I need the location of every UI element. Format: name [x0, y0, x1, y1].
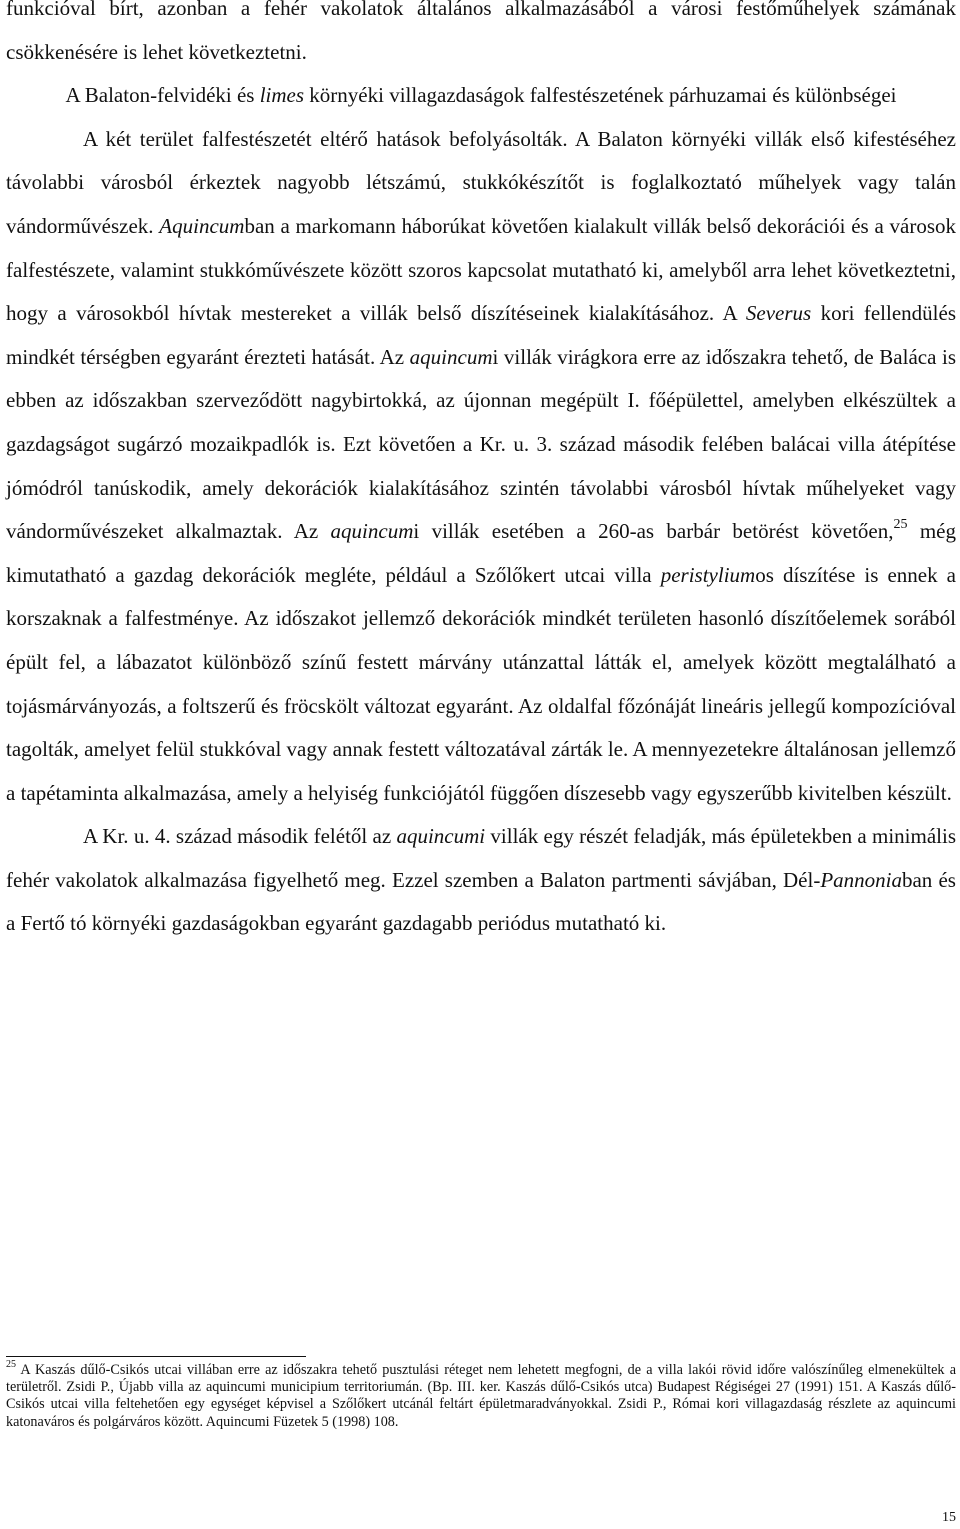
heading-text-1: A Balaton-felvidéki és	[65, 83, 260, 108]
paragraph-final	[6, 815, 956, 946]
footnote	[6, 1359, 956, 1431]
footnote-text: A Kaszás dűlő-Csikós utcai villában erre az időszakra tehető pusztulási réteget nem lehetett megfogni, de a villa lakói rövid időre valószínűleg elmenekültek a területről. Zsidi P., Újabb villa az aquincumi municipium territoriumán. (Bp. III. ker. Kaszás dűlő-Csikós utca) Budapest Régiségei 27 (1991) 151. A Kaszás dűlő-Csikós utcai villa feltehetően egy egységet képvisel a Szőlőkert utcánál feltárt épületmaradványokkal. Zsidi P., Római kori villagazdaság részlete az aquincumi katonaváros és polgárváros között. Aquincumi Füzetek 5 (1998) 108.	[6, 1362, 956, 1430]
para3-italic-pannonia: Pannonia	[820, 867, 902, 892]
heading-italic-limes: limes	[259, 83, 305, 108]
para2-text-3: kori fellendülés mindkét térségben egyaránt érezteti hatását. Az	[6, 301, 956, 369]
para2-italic-aquincum-3: aquincum	[330, 519, 414, 544]
footnote-number: 25	[6, 1359, 16, 1371]
para3-text-1: A Kr. u. 4. század második felétől az	[83, 824, 397, 849]
paragraph-continuation: funkcióval bírt, azonban a fehér vakolatok általános alkalmazásából a városi festőműhelyek számának csökkenésére is lehet következtetni.	[6, 0, 956, 64]
footnote-reference[interactable]: 25	[893, 517, 908, 533]
document-page	[6, 0, 956, 946]
para3-text-3: ban és a Fertő tó környéki gazdaságokban egyaránt gazdagabb periódus mutatható ki.	[6, 867, 956, 936]
para2-text-7: os díszítése is ennek a korszaknak a falfestménye. Az időszakot jellemző dekorációk mindkét területen hasonló díszítőelemek sorából épült fel, a lábazatot különböző színű festett márvány utánzattal látták el, amelyek között megtalálható a tojásmárványozás, a foltszerű és fröcskölt változat egyaránt. Az oldalfal főzónáját lineáris jellegű kompozícióval tagolták, amelyet felül stukkóval vagy annak festett változatával zárták le. A mennyezetekre általánosan jellemző a tapétaminta alkalmazása, amely a helyiség funkciójától függően díszesebb vagy egyszerűbb kivitelben készült.	[6, 562, 956, 805]
para2-text-6: még kimutatható a gazdag dekorációk megléte, például a Szőlőkert utcai villa	[6, 519, 956, 587]
page-number: 15	[942, 1510, 956, 1525]
para2-text-2: ban a markomann háborúkat követően kialakult villák belső dekorációi és a városok falfestészete, valamint stukkóművészete között szoros kapcsolat mutatható ki, amelyből arra lehet következtetni, hogy a városokból hívtak mestereket a villák belső díszítéseinek kialakításához. A	[6, 213, 956, 326]
para3-text-2: villák egy részét feladják, más épületekben a minimális fehér vakolatok alkalmazása figyelhető meg. Ezzel szemben a Balaton partmenti sávjában, Dél-	[6, 824, 956, 892]
para2-italic-aquincum: Aquincum	[159, 213, 245, 238]
paragraph-main	[6, 118, 956, 816]
para3-italic-aquincumi: aquincumi	[396, 824, 486, 849]
section-heading	[6, 74, 956, 118]
para2-italic-peristylium: peristylium	[660, 562, 756, 587]
footnote-divider	[6, 1356, 306, 1357]
para2-text-4: i villák virágkora erre az időszakra tehető, de Baláca is ebben az időszakban szerveződött nagybirtokká, az újonnan megépült I. főépülettel, amelyben elkészültek a gazdagságot sugárzó mozaikpadlók is. Ezt követően a Kr. u. 3. század második felében balácai villa átépítése jómódról tanúskodik, amely dekorációk kialakításához szintén távolabbi városból hívtak műhelyeket vagy vándorművészeket alkalmaztak. Az	[6, 344, 956, 544]
para2-italic-severus: Severus	[745, 301, 812, 326]
para2-text-5: i villák esetében a 260-as barbár betörést követően,	[413, 519, 894, 544]
heading-text-2: környéki villagazdaságok falfestészetének párhuzamai és különbségei	[304, 83, 897, 108]
para2-text-1: A két terület falfestészetét eltérő hatások befolyásolták. A Balaton környéki villák első kifestéséhez távolabbi városból érkeztek nagyobb létszámú, stukkókészítőt is foglalkoztató műhelyek vagy talán vándorművészek.	[6, 126, 956, 238]
para2-italic-aquincum-2: aquincum	[409, 344, 493, 369]
